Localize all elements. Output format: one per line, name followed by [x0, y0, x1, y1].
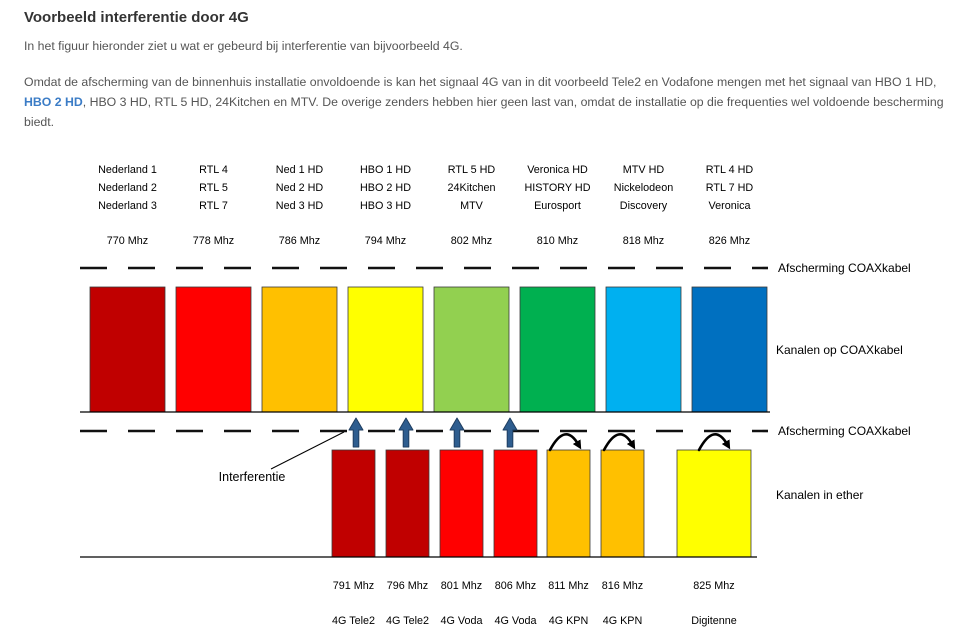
- paragraph-line-2: [24, 92, 944, 112]
- coax-channel-label: HBO 1 HD: [360, 164, 411, 176]
- coax-channel-label: Nederland 3: [98, 200, 157, 212]
- curved-arrow-icon: [699, 434, 727, 450]
- coax-channel-box: [348, 287, 423, 412]
- curved-arrow-icon: [604, 434, 632, 450]
- ether-provider-label: Digitenne: [691, 615, 737, 627]
- ether-channel-box: [547, 450, 590, 557]
- ether-provider-label: 4G Tele2: [385, 615, 430, 627]
- coax-channel-label: Ned 3 HD: [275, 200, 324, 212]
- coax-frequency-label: 794 Mhz: [364, 235, 407, 247]
- shielding-top-label: Afscherming COAXkabel: [778, 261, 911, 275]
- explanation-paragraph: [24, 72, 944, 132]
- ether-frequency-label: 806 Mhz: [494, 580, 537, 592]
- ether-provider-label: 4G Voda: [440, 615, 483, 627]
- paragraph-line-2-text: , HBO 3 HD, RTL 5 HD, 24Kitchen en MTV. De overige zenders hebben hier geen last van, omdat de installatie op die frequenties wel voldoende bescherming: [82, 95, 944, 109]
- ether-frequency-label: 796 Mhz: [386, 580, 429, 592]
- ether-provider-label: 4G KPN: [602, 615, 643, 627]
- coax-channel-box: [434, 287, 509, 412]
- ether-frequency-label: 825 Mhz: [693, 580, 735, 592]
- coax-channel-label: Nederland 1: [98, 164, 157, 176]
- coax-channel-label: RTL 5 HD: [447, 164, 496, 176]
- coax-channel-label: Ned 2 HD: [275, 182, 324, 194]
- coax-channel-label: RTL 4 HD: [705, 164, 754, 176]
- coax-channel-label: RTL 5: [199, 182, 228, 194]
- coax-frequency-label: 770 Mhz: [106, 235, 149, 247]
- coax-channel-label: RTL 7 HD: [705, 182, 754, 194]
- signal-arrows: [349, 418, 727, 450]
- coax-channel-label: Discovery: [619, 200, 668, 212]
- ether-frequency-label: 791 Mhz: [332, 580, 375, 592]
- coax-channel-label: HISTORY HD: [524, 182, 591, 194]
- coax-channel-label: Nederland 2: [98, 182, 157, 194]
- shielding-bottom-label: Afscherming COAXkabel: [778, 424, 911, 438]
- interference-diagram: [0, 150, 963, 644]
- ether-channel-box: [601, 450, 644, 557]
- coax-channel-label: Nickelodeon: [613, 182, 674, 194]
- coax-frequency-label: 778 Mhz: [192, 235, 235, 247]
- coax-channel-label: Ned 1 HD: [275, 164, 324, 176]
- intro-text: In het figuur hieronder ziet u wat er gebeurd bij interferentie van bijvoorbeeld 4G.: [24, 39, 463, 53]
- coax-channel-label: HBO 2 HD: [360, 182, 411, 194]
- up-arrow-icon: [349, 418, 363, 447]
- coax-channel-label: Veronica HD: [527, 164, 588, 176]
- coax-frequency-label: 826 Mhz: [708, 235, 751, 247]
- ether-channels-label: Kanalen in ether: [776, 488, 864, 502]
- coax-channel-label: MTV: [460, 200, 483, 212]
- ether-channel-boxes: [332, 450, 751, 557]
- ether-provider-label: 4G Tele2: [331, 615, 376, 627]
- coax-channel-label: 24Kitchen: [447, 182, 496, 194]
- paragraph-line-3: biedt.: [24, 115, 55, 129]
- ether-provider-label: 4G KPN: [548, 615, 589, 627]
- coax-channel-label: MTV HD: [622, 164, 665, 176]
- ether-channel-box: [386, 450, 429, 557]
- ether-frequency-label: 801 Mhz: [440, 580, 483, 592]
- coax-frequency-label: 786 Mhz: [278, 235, 321, 247]
- coax-channel-label: RTL 7: [199, 200, 228, 212]
- curved-arrow-icon: [550, 434, 578, 450]
- hbo-2-hd-link[interactable]: HBO 2 HD: [24, 95, 83, 109]
- coax-channel-box: [520, 287, 595, 412]
- coax-frequency-label: 818 Mhz: [622, 235, 665, 247]
- coax-frequency-label: 810 Mhz: [536, 235, 579, 247]
- coax-channel-box: [176, 287, 251, 412]
- up-arrow-icon: [450, 418, 464, 447]
- coax-channel-labels: [98, 164, 753, 247]
- ether-provider-label: 4G Voda: [494, 615, 537, 627]
- ether-frequency-label: 811 Mhz: [548, 580, 589, 592]
- ether-channel-box: [332, 450, 375, 557]
- coax-channel-box: [90, 287, 165, 412]
- coax-channel-box: [692, 287, 767, 412]
- coax-channel-label: Eurosport: [534, 200, 581, 212]
- article-title: Voorbeeld interferentie door 4G: [24, 9, 249, 26]
- interference-label: Interferentie: [218, 470, 286, 484]
- coax-channel-box: [606, 287, 681, 412]
- ether-frequency-label: 816 Mhz: [601, 580, 644, 592]
- up-arrow-icon: [503, 418, 517, 447]
- coax-frequency-label: 802 Mhz: [450, 235, 493, 247]
- coax-channels-label: Kanalen op COAXkabel: [776, 343, 903, 357]
- ether-channel-box: [440, 450, 483, 557]
- coax-channel-box: [262, 287, 337, 412]
- ether-channel-box: [677, 450, 751, 557]
- coax-channel-boxes: [90, 287, 767, 412]
- coax-channel-label: HBO 3 HD: [360, 200, 411, 212]
- coax-channel-label: Veronica: [708, 200, 751, 212]
- up-arrow-icon: [399, 418, 413, 447]
- ether-channel-labels: [332, 580, 737, 627]
- paragraph-line-1: Omdat de afscherming van de binnenhuis installatie onvoldoende is kan het signaal 4G van in dit voorbeeld Tele2 en Vodafone mengen met het signaal van HBO 1 HD,: [24, 75, 937, 89]
- coax-channel-label: RTL 4: [199, 164, 228, 176]
- ether-channel-box: [494, 450, 537, 557]
